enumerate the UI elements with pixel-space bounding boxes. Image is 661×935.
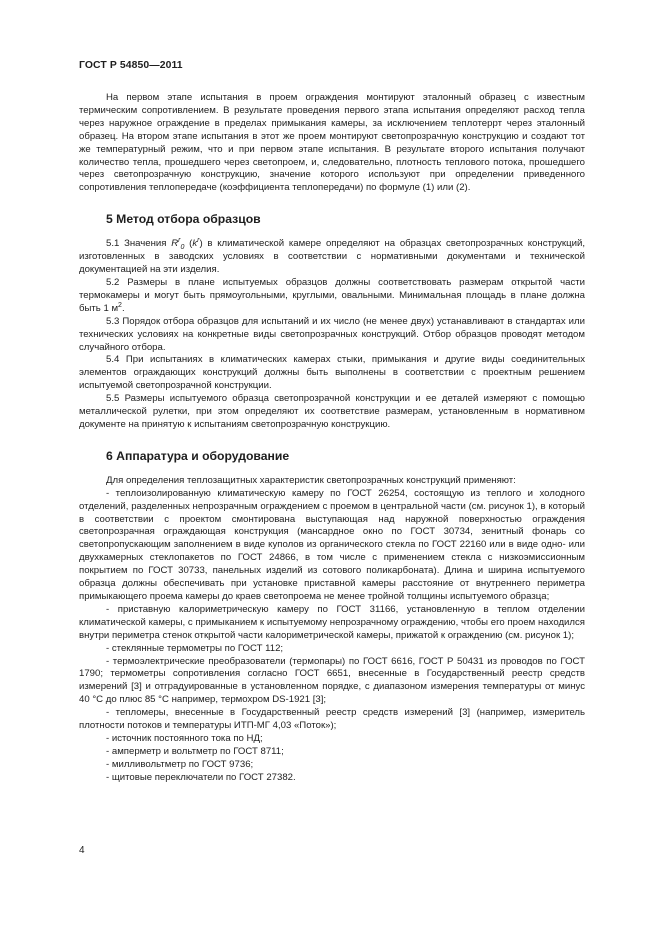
paragraph-5-4: 5.4 При испытаниях в климатических камерах стыки, примыкания и другие виды соединительных элементов ограждающих конструкций должны быть выполнены в соответствии с проектным решением испытуемой светопрозрачной конструкции. [79, 354, 585, 392]
paragraph-5-2-sup: 2 [118, 301, 122, 309]
symbol-r0 [171, 237, 185, 252]
symbol-k [192, 238, 199, 249]
equipment-item: - милливольтметр по ГОСТ 9736; [106, 758, 254, 770]
equipment-item: - термоэлектрические преобразователи (термопары) по ГОСТ 6616, ГОСТ Р 50431 из проводов по ГОСТ 1790; термометры сопротивления согласно ГОСТ 6651, внесенные в Государственный реестр средств измерений [3] и отградуированные в установленном порядке, с диапазоном измерения температуры от минус 40 °С до плюс 85 °С например, термохром DS-1921 [3]; [79, 655, 585, 706]
equipment-item: - источник постоянного тока по НД; [106, 732, 263, 744]
symbol-k-main: k [192, 238, 198, 250]
paragraph-5-3: 5.3 Порядок отбора образцов для испытаний и их число (не менее двух) устанавливают в стандартах или технических условиях на конкретные виды светопрозрачных конструкций. Отбор образцов проводят методом случайного отбора. [79, 315, 585, 353]
symbol-r0-main: R [171, 238, 179, 250]
symbol-r0-sub: 0 [180, 244, 185, 252]
standard-header: ГОСТ Р 54850—2011 [79, 60, 183, 71]
equipment-item: - амперметр и вольтметр по ГОСТ 8711; [106, 745, 284, 757]
paragraph-5-2-end: . [121, 302, 125, 314]
equipment-item: - стеклянные термометры по ГОСТ 112; [106, 642, 284, 654]
equipment-item: - тепломеры, внесенные в Государственный реестр средств измерений [3] (например, измеритель плотности потоков и температуры ИТП-МГ 4,03 «Поток»); [79, 707, 585, 732]
equipment-item: - теплоизолированную климатическую камеру по ГОСТ 26254, состоящую из теплого и холодного отделений, разделенных непрозрачным ограждением с проемом в центральной части (см. рисунок 1), в который в соответствии с проектом смонтирована выступающая над наружной поверхностью ограждения светопрозрачная ограждающая конструкция (мансардное окно по ГОСТ 30734, зенитный фонарь со светопропускающим заполнением в виде куполов из органического стекла по ГОСТ 22160 или в виде одно- или двухкамерных стеклопакетов по ГОСТ 24866, в том числе с применением стекла с низкоэмиссионным покрытием по ГОСТ 30733, панельных изделий из сотового поликарбоната). Длина и ширина испытуемого образца должны обеспечивать при установке приставной камеры расстояние от внутреннего периметра примыкающего проема камеры до краев светопроема не менее тройной толщины испытуемого образца; [79, 487, 585, 602]
paragraph-5-1-rest: в климатической камере определяют на образцах светопрозрачных конструкций, изготовленных в заводских условиях в соответствии с нормативными документами и технической документацией на эти изделия. [79, 238, 585, 276]
page-number: 4 [79, 845, 85, 856]
intro-paragraph: На первом этапе испытания в проем ограждения монтируют эталонный образец с известным термическим сопротивлением. В результате проведения первого этапа испытания определяют расход тепла через наружное ограждение в пределах примыкания камеры, за исключением теплотеррт через эталонный образец. На втором этапе испытания в этот же проем монтируют светопрозрачную конструкцию и создают тот же температурный режим, что и при первом этапе испытания. В результате второго испытания получают количество тепла, прошедшего через светопроем, и, следовательно, плотность теплового потока, прошедшего через светопрозрачную конструкцию, значение которого используют при определении приведенного сопротивления теплопередаче (коэффициента теплопередачи) по формуле (1) или (2). [79, 92, 585, 194]
paragraph-5-1-prefix: 5.1 Значения [106, 238, 172, 250]
paragraph-5-5: 5.5 Размеры испытуемого образца светопрозрачной конструкции и ее деталей измеряют с помощью металлической рулетки, при этом определяют их соответствие размерам, установленным в нормативном документе на принятую к испытаниям светопрозрачную конструкцию. [79, 393, 585, 430]
equipment-item: - приставную калориметрическую камеру по ГОСТ 31166, установленную в теплом отделении климатической камеры, с примыканием к испытуемому непрозрачному ограждению, чтобы его проем находился внутри периметра стенок открытой части калориметрической камеры, прижатой к ограждению (см. рисунок 1); [79, 603, 585, 641]
section-6-heading: 6 Аппаратура и оборудование [106, 448, 290, 463]
equipment-item: - щитовые переключатели по ГОСТ 27382. [106, 771, 296, 783]
body-text [79, 92, 585, 785]
paragraph-5-1: 5.1 Значения $R^r_0$ $(k^r)$ в климатической камере определяют на образцах светопрозрачных конструкций, изготовленных в заводских условиях в соответствии с нормативными документами и технической документацией на эти изделия. [79, 237, 585, 276]
paragraph-5-2 [79, 277, 585, 316]
symbol-r0-sup: r [178, 237, 181, 245]
section-6-intro: Для определения теплозащитных характеристик светопрозрачных конструкций применяют: [106, 474, 516, 486]
paragraph-5-2-text: 5.2 Размеры в плане испытуемых образцов должны соответствовать размерам открытой части термокамеры и могут быть прямоугольными, круглыми, овальными. Минимальная площадь в плане должна быть 1 м [79, 276, 585, 314]
section-5-heading: 5 Метод отбора образцов [106, 212, 261, 227]
symbol-k-sup: r [197, 237, 200, 245]
